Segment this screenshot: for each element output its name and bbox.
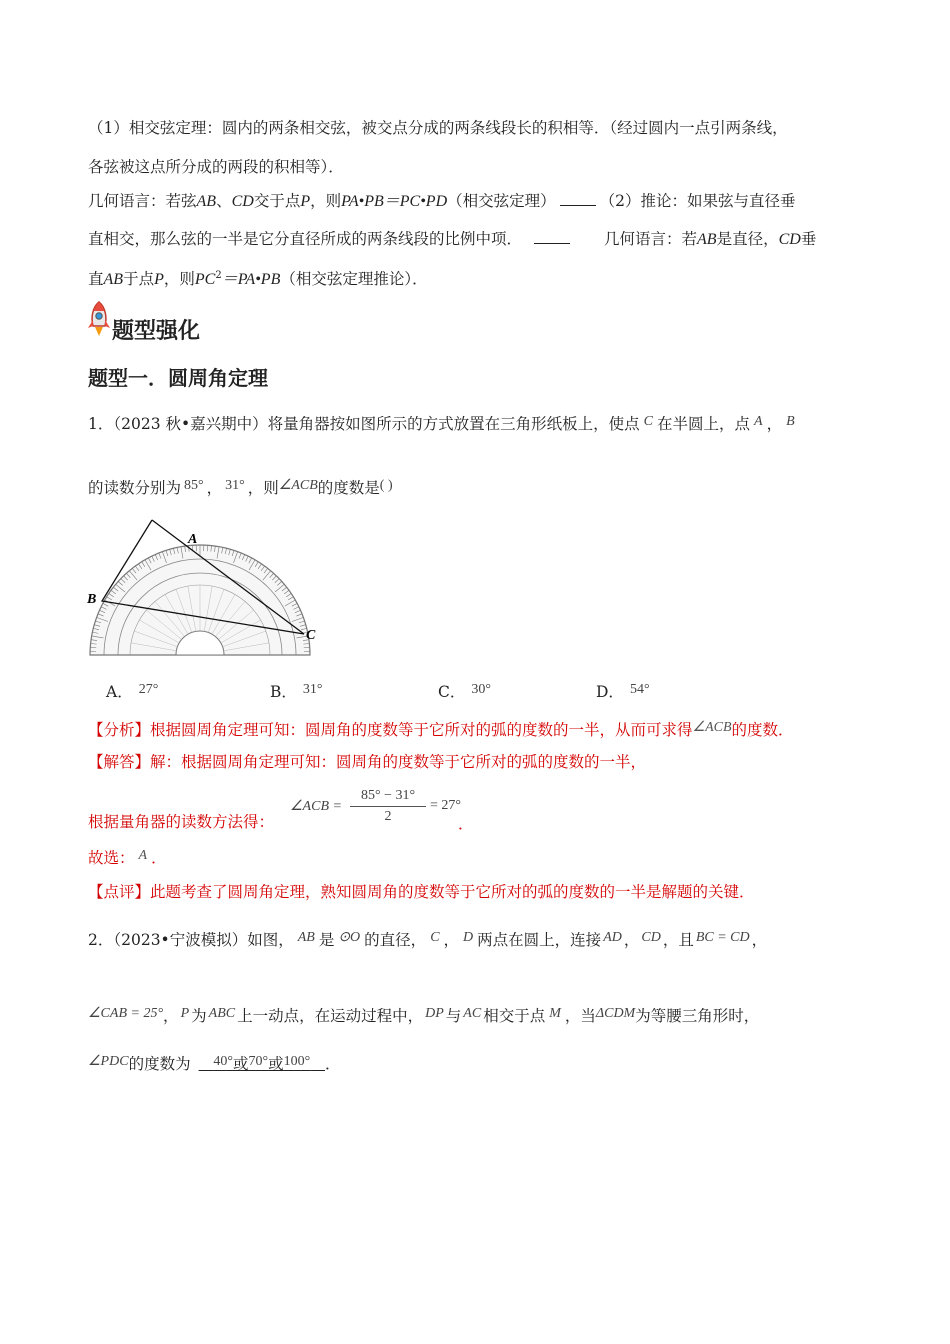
q1-fraction-end: ． bbox=[458, 815, 474, 833]
theorem-line-1: （1）相交弦定理：圆内的两条相交弦，被交点分成的两条线段长的积相等．（经过圆内一点引两条线， bbox=[88, 119, 788, 137]
q2-line-1: 2．（2023•宁波模拟）如图， AB 是 ⊙O 的直径， C ， D 两点在圆上，连接 AD ， CD ，且 BC = CD ， bbox=[88, 930, 768, 949]
theorem-line-5: 直AB于点P，则$PC^2=PA•PB$（相交弦定理推论）． bbox=[88, 270, 428, 289]
q2-line-2: ∠CAB = 25°， P 为 ABC 上一动点，在运动过程中， DP 与 AC 相交于点 M ，当ΔCDM为等腰三角形时， bbox=[88, 1006, 760, 1025]
q1-choose: 故选： A ． bbox=[88, 848, 167, 867]
q1-line-1: 1．（2023 秋•嘉兴期中）将量角器按如图所示的方式放置在三角形纸板上，使点 C 在半圆上，点 A ， B bbox=[88, 414, 795, 433]
q1-line-2: 的读数分别为 85° ， 31° ，则∠ACB的度数是( ) bbox=[88, 478, 393, 497]
q1-answer: 【解答】解：根据圆周角定理可知：圆周角的度数等于它所对的弧的度数的一半， bbox=[88, 753, 647, 771]
rocket-icon bbox=[86, 300, 112, 338]
option-d[interactable]: D． 54° bbox=[596, 682, 650, 701]
protractor-triangle-diagram bbox=[84, 515, 324, 660]
theorem-line-3: 几何语言：若弦AB、CD交于点P，则PA•PB＝PC•PD（相交弦定理） （2）推论：如果弦与直径垂 bbox=[88, 192, 796, 210]
option-c[interactable]: C． 30° bbox=[438, 682, 491, 701]
label-a: A bbox=[188, 532, 198, 547]
option-a[interactable]: A． 27° bbox=[106, 682, 159, 701]
option-b[interactable]: B． 31° bbox=[270, 682, 323, 701]
theorem-line-2: 各弦被这点所分成的两段的积相等）． bbox=[88, 158, 344, 176]
label-b: B bbox=[87, 592, 97, 607]
q2-line-3: ∠PDC的度数为 40°或70°或100° ． bbox=[88, 1054, 341, 1073]
q1-comment: 【点评】此题考查了圆周角定理，熟知圆周角的度数等于它所对的弧的度数的一半是解题的关键． bbox=[88, 883, 755, 901]
label-c: C bbox=[306, 628, 316, 643]
q1-figure bbox=[84, 515, 324, 660]
q1-method: 根据量角器的读数方法得： bbox=[88, 813, 275, 831]
section-heading: 题型强化 bbox=[112, 319, 201, 344]
theorem-line-4: 直相交，那么弦的一半是它分直径所成的两条线段的比例中项． 几何语言：若AB是直径，CD垂 bbox=[88, 230, 817, 248]
type-heading: 题型一．圆周角定理 bbox=[88, 366, 268, 390]
q1-analysis: 【分析】根据圆周角定理可知：圆周角的度数等于它所对的弧的度数的一半，从而可求得∠ACB的度数． bbox=[88, 720, 794, 739]
